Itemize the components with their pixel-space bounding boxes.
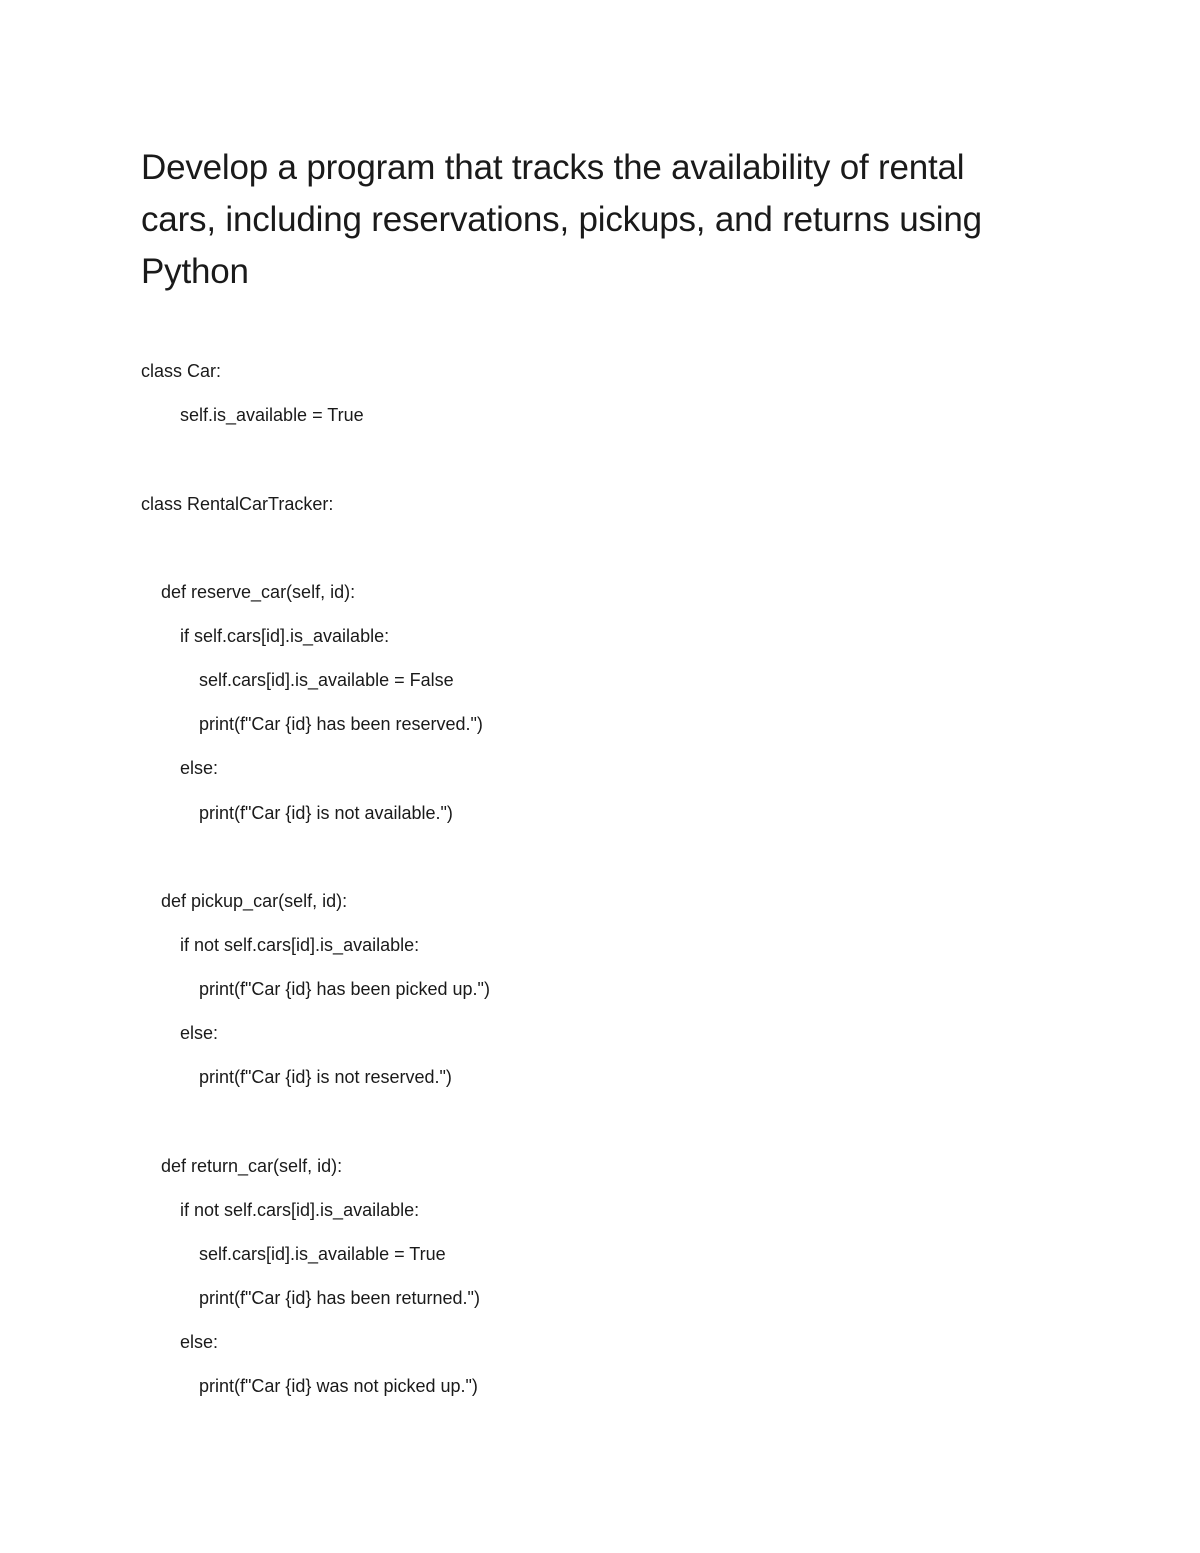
code-line: self.cars[id].is_available = False (199, 670, 454, 690)
code-line: self.cars[id].is_available = True (199, 1244, 446, 1264)
code-line: print(f"Car {id} has been reserved.") (199, 714, 483, 734)
code-line: if not self.cars[id].is_available: (180, 1200, 420, 1220)
code-line: class RentalCarTracker: (141, 494, 334, 514)
code-line: class Car: (141, 361, 222, 381)
code-line: if self.cars[id].is_available: (180, 626, 390, 646)
code-line: def pickup_car(self, id): (161, 891, 348, 911)
code-line: print(f"Car {id} is not available.") (199, 803, 453, 823)
code-line: print(f"Car {id} has been returned.") (199, 1288, 480, 1308)
document-title: Develop a program that tracks the availability of rental cars, including reservations, pickups, and returns using Python (141, 148, 982, 291)
code-line: if not self.cars[id].is_available: (180, 935, 420, 955)
code-line: else: (180, 1332, 219, 1352)
code-line: print(f"Car {id} is not reserved.") (199, 1067, 452, 1087)
code-line: else: (180, 1023, 219, 1043)
code-line: self.is_available = True (180, 405, 364, 425)
code-line: print(f"Car {id} has been picked up.") (199, 979, 490, 999)
code-line: print(f"Car {id} was not picked up.") (199, 1376, 478, 1396)
code-line: def reserve_car(self, id): (161, 582, 356, 602)
code-line: else: (180, 758, 219, 778)
code-line: def return_car(self, id): (161, 1156, 343, 1176)
